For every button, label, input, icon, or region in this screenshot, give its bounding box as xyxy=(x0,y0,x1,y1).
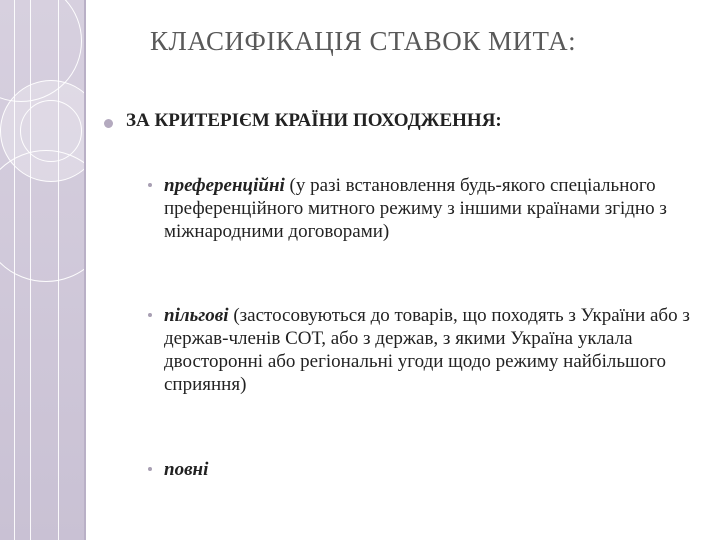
sub-bullet-text xyxy=(164,458,208,481)
sub-bullet-text xyxy=(164,304,708,396)
main-bullet-text: ЗА КРИТЕРІЄМ КРАЇНИ ПОХОДЖЕННЯ: xyxy=(126,110,502,131)
bullet-icon xyxy=(148,467,152,471)
sub-bullet-text xyxy=(164,174,708,243)
decorative-circle xyxy=(0,150,84,282)
main-bullet xyxy=(104,110,684,132)
sub-bullet-item xyxy=(148,174,708,243)
sub-bullet-item xyxy=(148,304,708,396)
sub-bullet-term: преференційні xyxy=(164,175,285,196)
sub-bullet-item xyxy=(148,458,708,481)
sub-bullet-description: (застосовуються до товарів, що походять з України або з держав-членів СОТ, або з держав, з якими Україна уклала двосторонні або регіональні угоди щодо режиму найбільшого сприяння) xyxy=(164,305,690,395)
bullet-icon xyxy=(148,313,152,317)
sub-bullet-term: повні xyxy=(164,459,209,480)
sub-bullet-term: пільгові xyxy=(164,305,229,326)
slide-title: КЛАСИФІКАЦІЯ СТАВОК МИТА: xyxy=(150,26,577,56)
decorative-sidebar xyxy=(0,0,84,540)
sidebar-edge xyxy=(84,0,86,540)
bullet-icon xyxy=(104,119,113,128)
sub-bullet-description: (у разі встановлення будь-якого спеціального преференційного митного режиму з іншими країнами згідно з міжнародними договорами) xyxy=(164,175,667,242)
bullet-icon xyxy=(148,183,152,187)
